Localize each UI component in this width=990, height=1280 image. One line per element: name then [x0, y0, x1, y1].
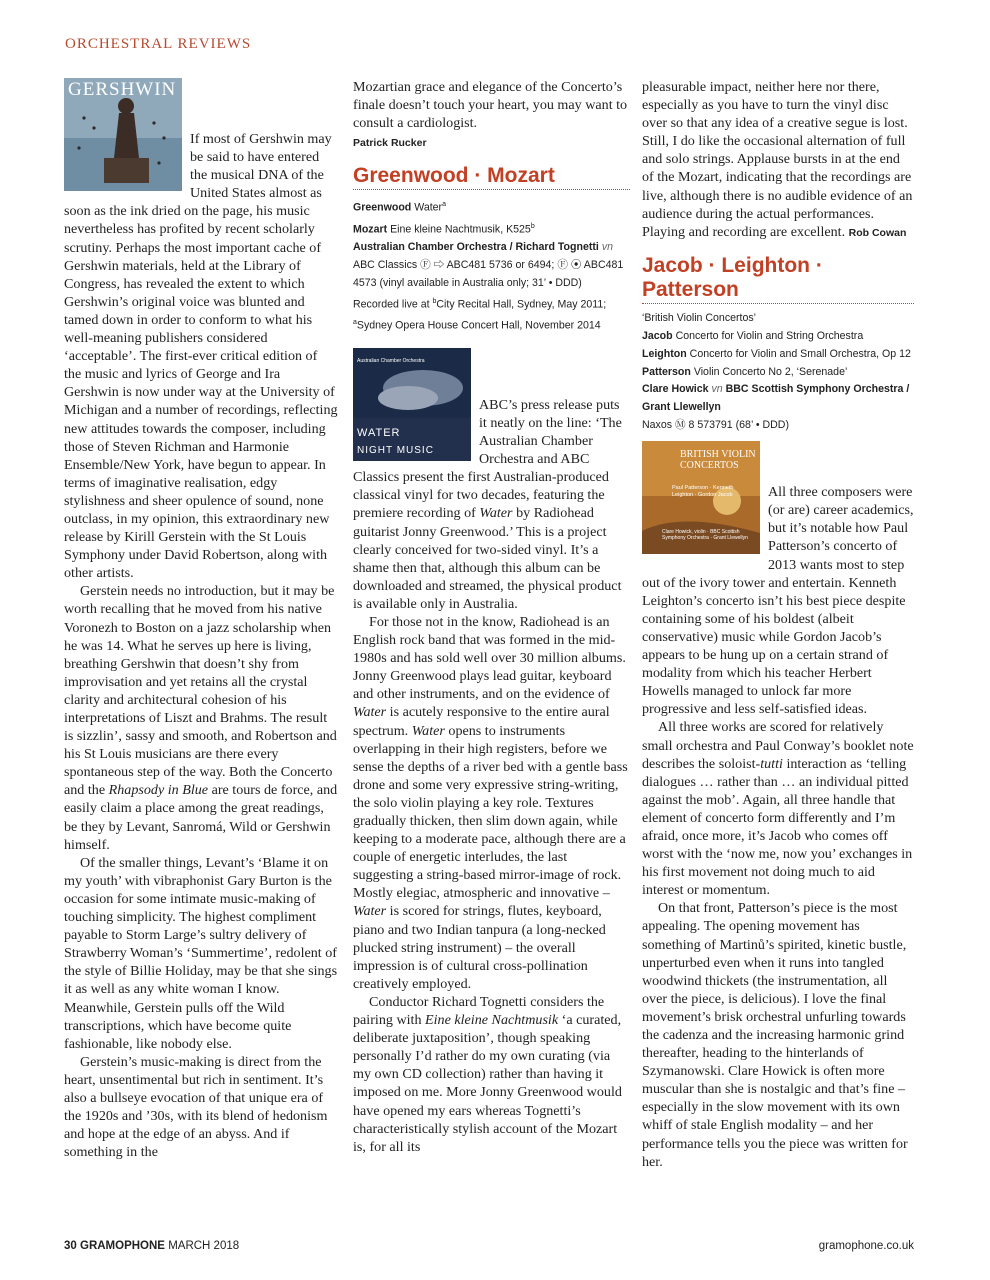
album-info: Mozart Eine kleine Nachtmusik, K525$^b$	[353, 222, 535, 236]
album-info: Greenwood Water$^a$	[353, 201, 446, 214]
column-2	[353, 78, 630, 1156]
review-heading-greenwood: Greenwood · Mozart	[353, 164, 630, 190]
jacob-cover-artists: Clare Howick, violin · BBC Scottish Symphony Orchestra · Grant Llewellyn	[662, 529, 748, 542]
album-info: Naxos Ⓜ 8 573791 (68’ • DDD)	[642, 419, 789, 432]
gershwin-paragraph: Gerstein needs no introduction, but it may be worth recalling that he moved from his native Voronezh to Boston on a jazz scholarship when he was 14. What he serves up here is living, breathing Gershwin that doesn’t shy from improvisation and yet retains all the crystal clarity and architectural cohesion of his interpretations of Liszt and Brahms. The result is sizzlin’, sassy and smooth, and Robertson and his St Louis musicians are there every spontaneous step of the way. Both the Concerto and the Rhapsody in Blue are tours de force, and easily claim a place among the great readings, be they by Levant, Sanromá, Wild or Gershwin himself.	[64, 583, 338, 853]
album-info: ABC Classics Ⓕ ⇨ ABC481 5736 or 6494; Ⓕ ⦿ ABC481 4573 (vinyl available in Australia only; 31’ • DDD)	[353, 259, 624, 290]
jacob-cover-names: Paul Patterson · Kenneth Leighton · Gordon Jacob	[672, 485, 734, 499]
album-info: Clare Howick vn BBC Scottish Symphony Orchestra / Grant Llewellyn	[642, 383, 910, 414]
column-3	[642, 78, 914, 1171]
greenwood-paragraph: ABC’s press release puts it neatly on the line: ‘The Australian Chamber Orchestra and ABC Classics present the first Australian-produced classical vinyl for two decades, featuring the premiere recording of Water by Radiohead guitarist Jonny Greenwood.’ This is a project clearly conceived for two-sided vinyl. It’s a shame then that, although this album can be downloaded and streamed, the physical product is available only in Australia.	[353, 396, 622, 612]
album-info: Jacob Concerto for Violin and String Orchestra	[642, 329, 864, 342]
jacob-paragraph: All three works are scored for relatively small orchestra and Paul Conway’s booklet note describes the soloist-tutti interaction as ‘telling dialogues … rather than … an individual pitted against the mob’. Again, all three handle that element of concerto form differently and I’m afraid, once more, it’s Jacob who comes off worst with the ‘now me, now you’ exchanges in his first movement not doing much to aid interest or momentum.	[642, 719, 914, 899]
jacob-paragraph: On that front, Patterson’s piece is the most appealing. The opening movement has something of Martinů’s spirited, kinetic bustle, unperturbed even when it runs into tangled woodwind thickets (the instrumentation, all over the piece, is delicious). I love the final movement’s brisk orchestral unfurling towards the cadenza and the increasing harmonic grind thereafter, heading to the hinterlands of Szymanowski. Clare Howick is often more muscular than she is nostalgic and that’s fine – especially in the slow movement with its own whiff of stale English modality – and her performance tells you the piece was written for her.	[642, 900, 908, 1170]
greenwood-paragraph: For those not in the know, Radiohead is an English rock band that was formed in the mid-1980s and has sold well over 30 million albums. Jonny Greenwood plays lead guitar, keyboard and other instruments, and on the evidence of Water is acutely responsive to the entire aural spectrum. Water opens to instruments overlapping in their high registers, before we sense the depths of a river bed with a gentle bass drone and some very expressive string-writing, the solo violin playing a key role. Textures gradually thicken, then slim down again, while keeping to a moderate pace, although there are a couple of energetic interludes, the last suggesting a string-based mirror-image of rock. Mostly elegiac, atmospheric and innovative – Water is scored for strings, flutes, keyboard, piano and two Indian tanpura (a long-necked plucked string instrument) – the overall impression is of cultural cross-pollination creatively employed.	[353, 613, 628, 992]
column-1	[64, 78, 338, 1161]
album-info: ‘British Violin Concertos’	[642, 311, 757, 324]
greenwood-cover-title1: WATER	[357, 426, 401, 439]
footer-page-info: 30 GRAMOPHONE MARCH 2018	[64, 1240, 240, 1252]
gershwin-paragraph: If most of Gershwin may be said to have entered the musical DNA of the United States almost as soon as the ink dried on the page, his music nevertheless has profited by recent scholarly scrutiny. Perhaps the most important cache of Gershwin materials, held at the Library of Congress, has revealed the extent to which Gershwin’s original voice was blunted and tamed down in order to conform to what his well-meaning publishers considered ‘acceptable’. The first-ever critical edition of the music and lyrics of George and Ira Gershwin is now under way at the University of Michigan and a number of recordings, reflecting new attitudes towards the composer, including those of Steven Richman and Harmonie Ensemble/New York, have begun to appear. In terms of imaginative realisation, edgy stylishness and sheer opulence of sound, none outclass, in my opinion, this extraordinary new release by Kirill Gerstein with the St Louis Symphony under David Robertson, along with other artists.	[64, 131, 338, 582]
greenwood-paragraph: Conductor Richard Tognetti considers the pairing with Eine kleine Nachtmusik ‘a curated, deliberate juxtaposition’, though speaking personally I’d rather do my own curating (via my own CD collection) rather than having it imposed on me. More Jonny Greenwood would have opened my ears whereas Tognetti’s characteristically stylish account of the Mozart is, for all its	[353, 993, 622, 1155]
jacob-cover-title: BRITISH VIOLIN CONCERTOS	[680, 449, 756, 472]
greenwood-paragraph: pleasurable impact, neither here nor there, especially as you have to turn the vinyl disc over so that any idea of a creative segue is lost. Still, I do like the occasional alternation of full and solo strings. Applause bursts in at the end of the Mozart, indicating that the recordings are live, although there is no audible evidence of an audience during the actual performances. Playing and recording are excellent. Rob Cowan	[642, 79, 913, 240]
jacob-paragraph: All three composers were (or are) career academics, but it’s notable how Paul Patterson’s concerto of 2013 wants most to step out of the ivory tower and entertain. Kenneth Leighton’s concerto isn’t his best piece despite containing some of his boldest (albeit conservative) music while Gordon Jacob’s appears to be hung up on a certain strand of modality from which his teacher Herbert Howells managed to unlock far more progressive and less self-satisfied ideas.	[642, 484, 914, 718]
gershwin-paragraph: Of the smaller things, Levant’s ‘Blame it on my youth’ with vibraphonist Gary Burton is the occasion for some intimate music-making of touching simplicity. The highest compliment payable to Storm Large’s sultry delivery of Strawberry Woman’s ‘Summertime’, redolent of the style of Billie Holiday, may be that she sings it as well as any white woman I know. Meanwhile, Gerstein pulls off the Wild transcriptions, which have become quite fashionable, like nobody else.	[64, 854, 338, 1052]
greenwood-album-cover	[353, 348, 471, 461]
reviewer-name: Patrick Rucker	[353, 137, 427, 150]
reviewer-name: Rob Cowan	[848, 226, 907, 239]
section-heading: ORCHESTRAL REVIEWS	[65, 36, 252, 52]
greenwood-cover-title2: NIGHT MUSIC	[357, 444, 434, 456]
greenwood-cover-top: Australian Chamber Orchestra	[357, 357, 425, 364]
album-info: Recorded live at $^b$City Recital Hall, Sydney, May 2011; $^a$Sydney Opera House Concert Hall, November 2014	[353, 297, 607, 332]
gershwin-cover-title: GERSHWIN	[68, 79, 177, 100]
gershwin-album-cover	[64, 78, 182, 191]
album-info: Australian Chamber Orchestra / Richard Tognetti vn	[353, 241, 614, 254]
footer-website: gramophone.co.uk	[818, 1240, 914, 1252]
gershwin-paragraph: Gerstein’s music-making is direct from the heart, unsentimental but rich in sentiment. It’s also a bullseye evocation of that unique era of the 1920s and ’30s, with its blend of hedonism and hope at the edge of an abyss. And if something in the	[64, 1053, 328, 1161]
album-info: Leighton Concerto for Violin and Small Orchestra, Op 12 Patterson Violin Concerto No 2, ‘Serenade’	[642, 347, 911, 378]
jacob-album-cover	[642, 441, 760, 554]
review-heading-jacob: Jacob · Leighton · Patterson	[642, 254, 914, 304]
gershwin-paragraph: Mozartian grace and elegance of the Concerto’s finale doesn’t touch your heart, you may want to consult a cardiologist.	[353, 79, 628, 132]
